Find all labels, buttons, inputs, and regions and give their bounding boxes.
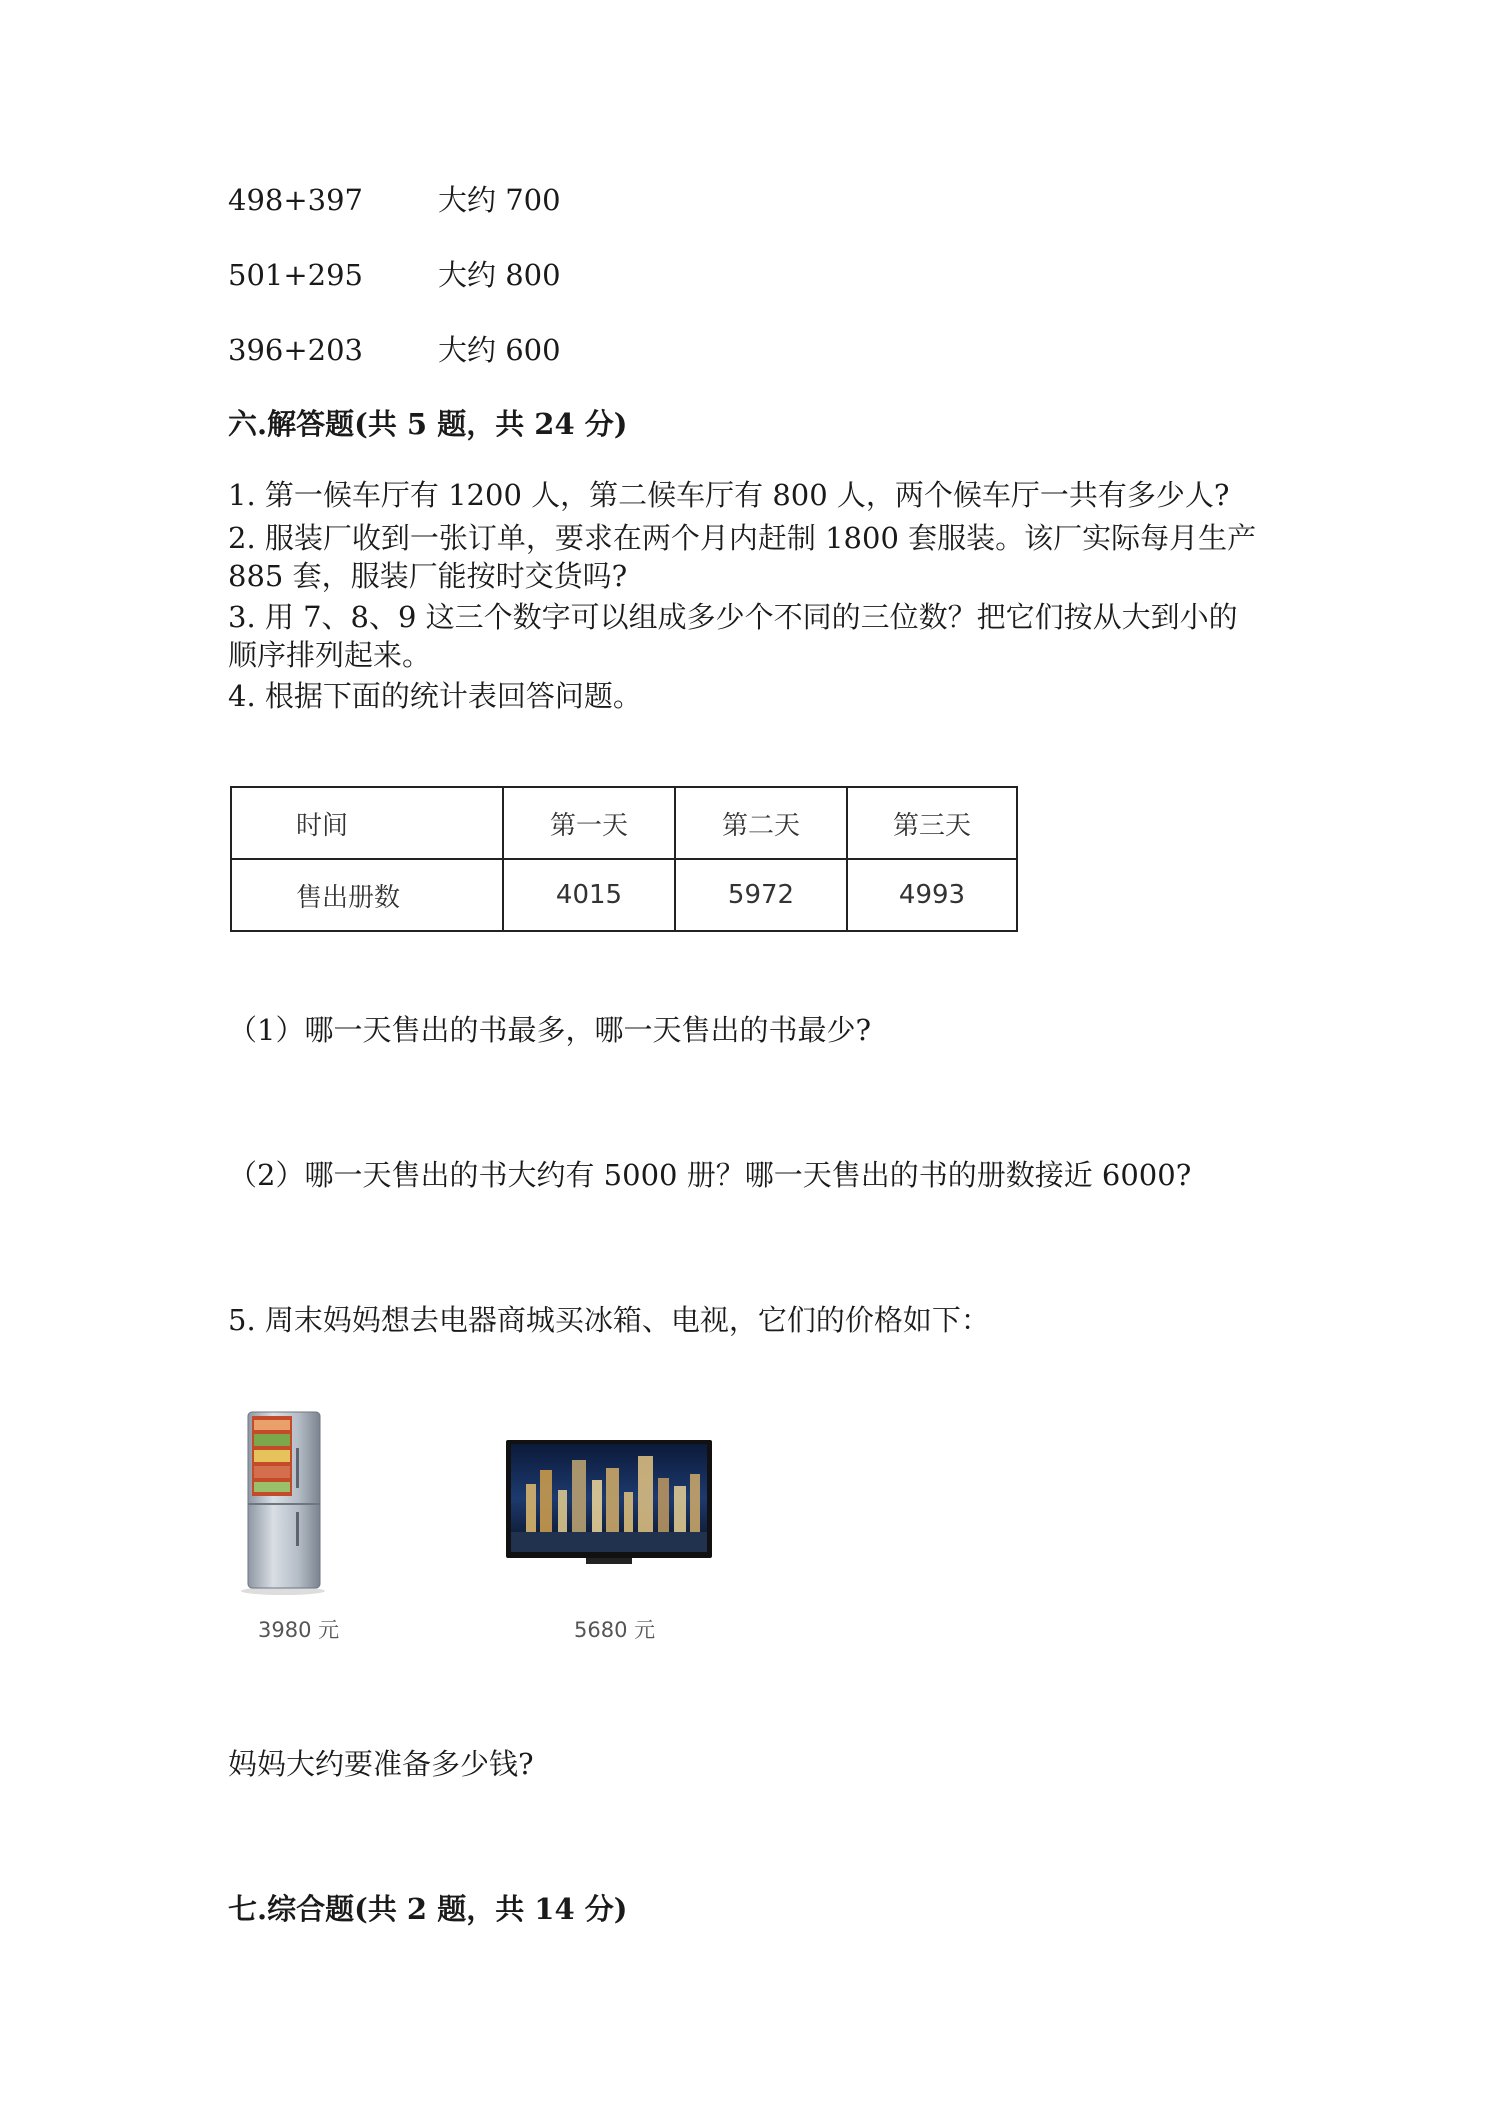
section-6-heading: 六.解答题(共 5 题，共 24 分) [228, 407, 628, 441]
question-4-sub-1: （1）哪一天售出的书最多，哪一天售出的书最少? [228, 1013, 871, 1047]
question-4: 4. 根据下面的统计表回答问题。 [228, 679, 642, 713]
table-cell: 4015 [503, 859, 675, 931]
table-row [231, 859, 1017, 931]
estimate-approx-2: 大约 800 [438, 258, 561, 292]
estimate-expr-3: 396+203 [228, 333, 364, 367]
estimate-approx-1: 大约 700 [438, 183, 561, 217]
estimate-expr-1: 498+397 [228, 183, 364, 217]
question-2-line-2: 885 套，服装厂能按时交货吗? [228, 559, 628, 593]
question-3-line-1: 3. 用 7、8、9 这三个数字可以组成多少个不同的三位数？把它们按从大到小的 [228, 600, 1238, 634]
question-5-ask: 妈妈大约要准备多少钱? [228, 1747, 534, 1781]
question-3-line-2: 顺序排列起来。 [228, 638, 432, 672]
television-image [506, 1440, 712, 1568]
question-5: 5. 周末妈妈想去电器商城买冰箱、电视，它们的价格如下： [228, 1303, 990, 1337]
table-cell: 4993 [847, 859, 1017, 931]
table-cell: 售出册数 [231, 859, 503, 931]
sales-table [230, 786, 1018, 932]
refrigerator-image [238, 1408, 328, 1596]
table-row [231, 787, 1017, 859]
table-cell: 5972 [675, 859, 847, 931]
estimate-approx-3: 大约 600 [438, 333, 561, 367]
table-header-cell: 第一天 [503, 787, 675, 859]
table-header-cell: 第二天 [675, 787, 847, 859]
table-header-cell: 第三天 [847, 787, 1017, 859]
table-header-cell: 时间 [231, 787, 503, 859]
question-4-sub-2: （2）哪一天售出的书大约有 5000 册？哪一天售出的书的册数接近 6000? [228, 1158, 1192, 1192]
estimate-expr-2: 501+295 [228, 258, 364, 292]
section-7-heading: 七.综合题(共 2 题，共 14 分) [228, 1892, 628, 1926]
refrigerator-price: 3980 元 [258, 1618, 340, 1642]
question-1: 1. 第一候车厅有 1200 人，第二候车厅有 800 人，两个候车厅一共有多少人? [228, 478, 1230, 512]
question-2-line-1: 2. 服装厂收到一张订单，要求在两个月内赶制 1800 套服装。该厂实际每月生产 [228, 521, 1257, 555]
television-price: 5680 元 [574, 1618, 656, 1642]
